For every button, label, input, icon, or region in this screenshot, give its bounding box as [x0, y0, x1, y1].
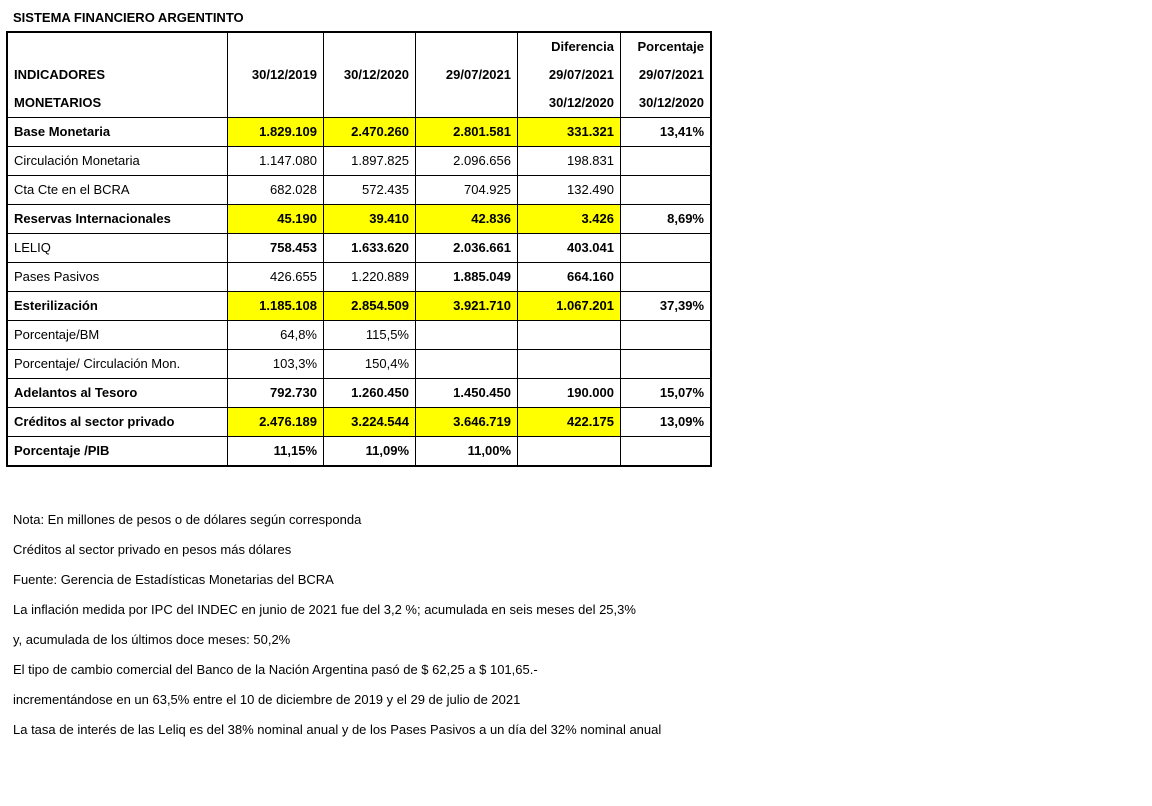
row-label: Porcentaje /PIB	[7, 437, 228, 467]
header-cell: 30/12/2019	[228, 61, 324, 89]
table-row-base-monetaria	[7, 118, 711, 147]
value-cell: 11,09%	[324, 437, 416, 467]
value-cell: 8,69%	[621, 205, 712, 234]
row-label: Adelantos al Tesoro	[7, 379, 228, 408]
header-cell: 29/07/2021	[518, 61, 621, 89]
header-cell	[324, 32, 416, 61]
row-label: Base Monetaria	[7, 118, 228, 147]
row-label: Pases Pasivos	[7, 263, 228, 292]
note-line: Nota: En millones de pesos o de dólares según corresponda	[13, 512, 362, 527]
header-cell: Porcentaje	[621, 32, 712, 61]
value-cell: 3.426	[518, 205, 621, 234]
table-row-pases-pasivos	[7, 263, 711, 292]
value-cell	[416, 350, 518, 379]
table-row-reservas-internacionales	[7, 205, 711, 234]
value-cell: 37,39%	[621, 292, 712, 321]
value-cell: 2.476.189	[228, 408, 324, 437]
header-cell: Diferencia	[518, 32, 621, 61]
header-cell	[416, 32, 518, 61]
value-cell: 422.175	[518, 408, 621, 437]
value-cell: 190.000	[518, 379, 621, 408]
table-row-porcentaje-pib	[7, 437, 711, 467]
header-cell: 30/12/2020	[518, 89, 621, 118]
value-cell: 15,07%	[621, 379, 712, 408]
value-cell: 1.185.108	[228, 292, 324, 321]
value-cell: 64,8%	[228, 321, 324, 350]
value-cell: 13,41%	[621, 118, 712, 147]
row-label: Porcentaje/BM	[7, 321, 228, 350]
table-row-porcentaje-bm	[7, 321, 711, 350]
value-cell: 403.041	[518, 234, 621, 263]
value-cell: 704.925	[416, 176, 518, 205]
table-row-porcentaje-circulacion	[7, 350, 711, 379]
row-label: Reservas Internacionales	[7, 205, 228, 234]
note-line: El tipo de cambio comercial del Banco de la Nación Argentina pasó de $ 62,25 a $ 101,65.-	[13, 662, 538, 677]
table-row-adelantos-tesoro	[7, 379, 711, 408]
table-row-leliq	[7, 234, 711, 263]
value-cell	[621, 321, 712, 350]
header-row-2	[7, 61, 711, 89]
value-cell: 1.067.201	[518, 292, 621, 321]
note-line: Fuente: Gerencia de Estadísticas Monetarias del BCRA	[13, 572, 334, 587]
value-cell: 2.470.260	[324, 118, 416, 147]
header-cell: INDICADORES	[7, 61, 228, 89]
value-cell: 572.435	[324, 176, 416, 205]
value-cell: 11,00%	[416, 437, 518, 467]
value-cell: 1.220.889	[324, 263, 416, 292]
value-cell	[621, 437, 712, 467]
header-cell: 29/07/2021	[621, 61, 712, 89]
value-cell: 331.321	[518, 118, 621, 147]
value-cell: 13,09%	[621, 408, 712, 437]
value-cell: 426.655	[228, 263, 324, 292]
value-cell: 39.410	[324, 205, 416, 234]
value-cell: 45.190	[228, 205, 324, 234]
value-cell: 103,3%	[228, 350, 324, 379]
header-cell: 29/07/2021	[416, 61, 518, 89]
value-cell	[621, 263, 712, 292]
value-cell: 42.836	[416, 205, 518, 234]
header-cell: MONETARIOS	[7, 89, 228, 118]
value-cell: 1.260.450	[324, 379, 416, 408]
row-label: Cta Cte en el BCRA	[7, 176, 228, 205]
header-cell: 30/12/2020	[621, 89, 712, 118]
note-line: Créditos al sector privado en pesos más dólares	[13, 542, 292, 557]
header-cell	[7, 32, 228, 61]
table-row-creditos-sector-privado	[7, 408, 711, 437]
value-cell: 682.028	[228, 176, 324, 205]
row-label: Créditos al sector privado	[7, 408, 228, 437]
value-cell: 1.897.825	[324, 147, 416, 176]
value-cell: 792.730	[228, 379, 324, 408]
value-cell: 2.854.509	[324, 292, 416, 321]
value-cell: 3.224.544	[324, 408, 416, 437]
value-cell	[621, 234, 712, 263]
header-cell	[324, 89, 416, 118]
header-cell: 30/12/2020	[324, 61, 416, 89]
header-cell	[416, 89, 518, 118]
row-label: Porcentaje/ Circulación Mon.	[7, 350, 228, 379]
value-cell	[518, 350, 621, 379]
table-row-cta-cte-bcra	[7, 176, 711, 205]
value-cell: 1.147.080	[228, 147, 324, 176]
value-cell: 2.801.581	[416, 118, 518, 147]
value-cell: 150,4%	[324, 350, 416, 379]
value-cell	[621, 350, 712, 379]
row-label: Circulación Monetaria	[7, 147, 228, 176]
value-cell	[621, 176, 712, 205]
note-line: La tasa de interés de las Leliq es del 38% nominal anual y de los Pases Pasivos a un día del 32% nominal anual	[13, 722, 662, 737]
table-row-esterilizacion	[7, 292, 711, 321]
value-cell: 1.829.109	[228, 118, 324, 147]
header-row-1	[7, 32, 711, 61]
value-cell	[518, 437, 621, 467]
header-cell	[228, 89, 324, 118]
value-cell: 198.831	[518, 147, 621, 176]
value-cell: 1.633.620	[324, 234, 416, 263]
value-cell: 758.453	[228, 234, 324, 263]
row-label: LELIQ	[7, 234, 228, 263]
financial-indicators-table	[6, 31, 712, 467]
value-cell: 1.885.049	[416, 263, 518, 292]
header-cell	[228, 32, 324, 61]
note-line: La inflación medida por IPC del INDEC en junio de 2021 fue del 3,2 %; acumulada en seis meses del 25,3%	[13, 602, 636, 617]
value-cell: 3.646.719	[416, 408, 518, 437]
row-label: Esterilización	[7, 292, 228, 321]
value-cell: 2.036.661	[416, 234, 518, 263]
value-cell: 11,15%	[228, 437, 324, 467]
value-cell	[416, 321, 518, 350]
value-cell	[518, 321, 621, 350]
value-cell: 115,5%	[324, 321, 416, 350]
value-cell: 3.921.710	[416, 292, 518, 321]
value-cell: 1.450.450	[416, 379, 518, 408]
value-cell: 2.096.656	[416, 147, 518, 176]
value-cell	[621, 147, 712, 176]
value-cell: 132.490	[518, 176, 621, 205]
header-row-3	[7, 89, 711, 118]
note-line: y, acumulada de los últimos doce meses: 50,2%	[13, 632, 291, 647]
value-cell: 664.160	[518, 263, 621, 292]
table-row-circulacion-monetaria	[7, 147, 711, 176]
notes-section	[13, 507, 661, 747]
note-line: incrementándose en un 63,5% entre el 10 de diciembre de 2019 y el 29 de julio de 2021	[13, 692, 521, 707]
report-title: SISTEMA FINANCIERO ARGENTINTO	[13, 10, 244, 25]
